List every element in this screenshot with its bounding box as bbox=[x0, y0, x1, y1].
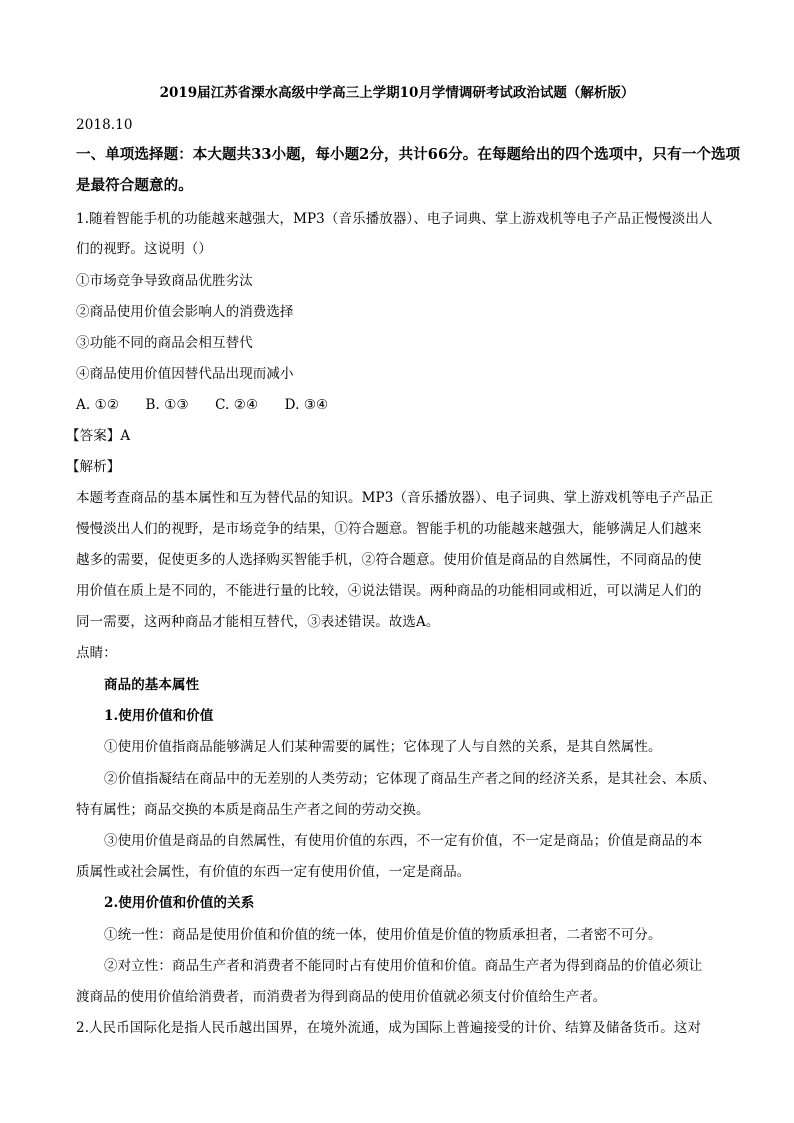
analysis-line: 同一需要，这两种商品才能相互替代，③表述错误。故选A。 bbox=[76, 614, 440, 630]
option-c: C. ②④ bbox=[215, 397, 259, 413]
paragraph-cont: 特有属性；商品交换的本质是商品生产者之间的劳动交换。 bbox=[76, 802, 430, 818]
dianjing-label: 点睛： bbox=[76, 645, 117, 661]
document-date: 2018.10 bbox=[76, 117, 133, 133]
document-title: 2019届江苏省溧水高级中学高三上学期10月学情调研考试政治试题（解析版） bbox=[159, 85, 635, 101]
answer-label: 【答案】A bbox=[66, 428, 131, 444]
paragraph: ①统一性：商品是使用价值和价值的统一体，使用价值是价值的物质承担者，二者密不可分。 bbox=[104, 927, 662, 943]
question-1-choice-4: ④商品使用价值因替代品出现而减小 bbox=[76, 366, 294, 382]
question-1-choice-2: ②商品使用价值会影响人的消费选择 bbox=[76, 304, 294, 320]
question-1-stem-cont: 们的视野。这说明（） bbox=[76, 241, 212, 257]
section-heading-cont: 是最符合题意的。 bbox=[76, 177, 193, 194]
paragraph-cont: 质属性或社会属性，有价值的东西一定有使用价值，一定是商品。 bbox=[76, 864, 471, 880]
analysis-line: 本题考查商品的基本属性和互为替代品的知识。MP3（音乐播放器）、电子词典、掌上游戏机等电子产品正 bbox=[76, 490, 714, 506]
paragraph: ③使用价值是商品的自然属性，有使用价值的东西，不一定有价值，不一定是商品；价值是商品的本 bbox=[104, 833, 703, 849]
paragraph-cont: 渡商品的使用价值给消费者，而消费者为得到商品的使用价值就必须支付价值给生产者。 bbox=[76, 989, 607, 1005]
option-a: A. ①② bbox=[76, 397, 120, 413]
analysis-line: 慢慢淡出人们的视野，是市场竞争的结果，①符合题意。智能手机的功能越来越强大，能够满足人们越来 bbox=[76, 521, 702, 537]
question-1-choice-3: ③功能不同的商品会相互替代 bbox=[76, 335, 253, 351]
paragraph: ①使用价值指商品能够满足人们某种需要的属性；它体现了人与自然的关系，是其自然属性。 bbox=[104, 739, 662, 755]
option-d: D. ③④ bbox=[284, 397, 329, 413]
heading-basic-attributes: 商品的基本属性 bbox=[104, 677, 200, 693]
analysis-line: 用价值在质上是不同的，不能进行量的比较，④说法错误。两种商品的功能相同或相近，可以满足人们的 bbox=[76, 583, 702, 599]
heading-use-value: 1.使用价值和价值 bbox=[104, 708, 214, 724]
analysis-line: 越多的需要，促使更多的人选择购买智能手机，②符合题意。使用价值是商品的自然属性，不同商品的使 bbox=[76, 552, 702, 568]
question-1-choice-1: ①市场竞争导致商品优胜劣汰 bbox=[76, 273, 253, 289]
paragraph: ②价值指凝结在商品中的无差别的人类劳动；它体现了商品生产者之间的经济关系，是其社会、本质、 bbox=[104, 771, 716, 787]
analysis-label: 【解析】 bbox=[66, 459, 121, 475]
heading-relationship: 2.使用价值和价值的关系 bbox=[104, 895, 255, 911]
question-1-stem: 1.随着智能手机的功能越来越强大，MP3（音乐播放器）、电子词典、掌上游戏机等电子产品正慢慢淡出人 bbox=[76, 211, 713, 227]
section-heading: 一、单项选择题：本大题共33小题，每小题2分，共计66分。在每题给出的四个选项中，只有一个选项 bbox=[76, 146, 741, 163]
paragraph: ②对立性：商品生产者和消费者不能同时占有使用价值和价值。商品生产者为得到商品的价值必须让 bbox=[104, 958, 703, 974]
question-2-stem: 2.人民币国际化是指人民币越出国界，在境外流通，成为国际上普遍接受的计价、结算及储备货币。这对 bbox=[76, 1020, 702, 1036]
option-b: B. ①③ bbox=[145, 397, 189, 413]
question-1-options bbox=[76, 396, 726, 414]
